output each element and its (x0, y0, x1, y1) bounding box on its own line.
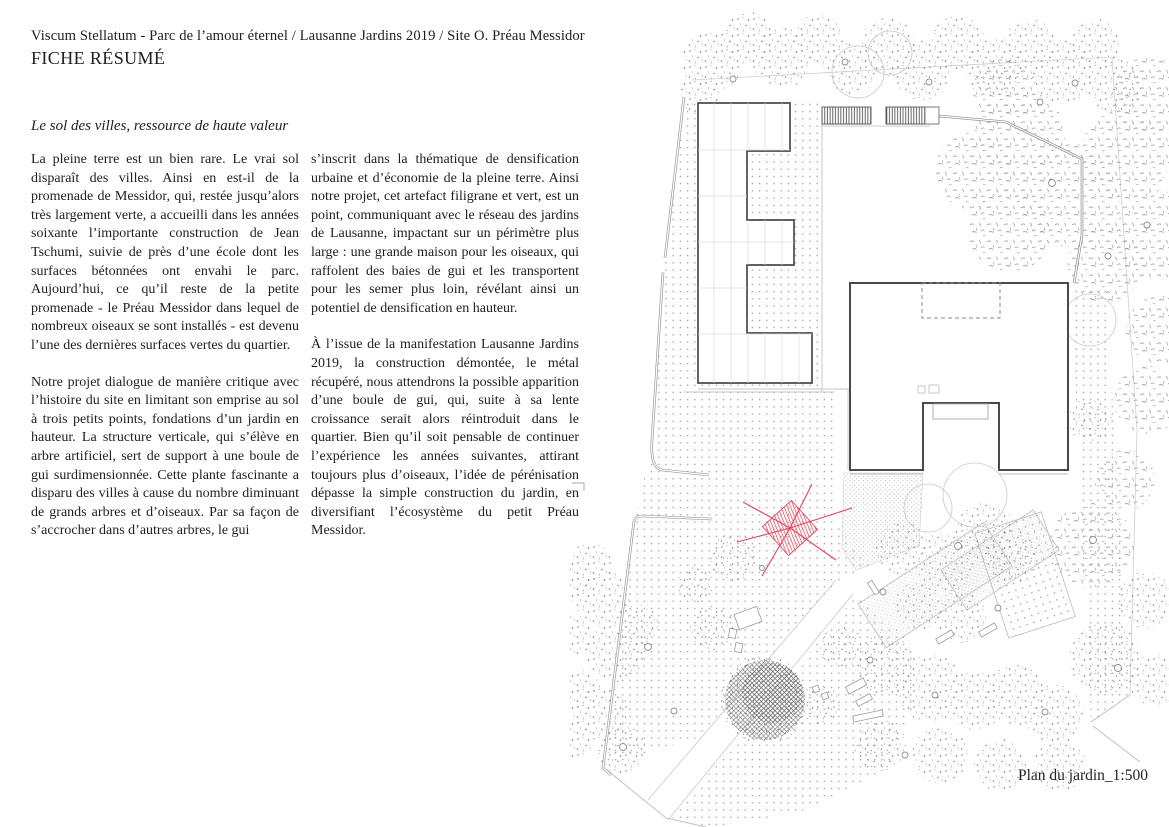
corner-mark (572, 483, 584, 491)
entrance-porch (933, 404, 988, 419)
text-column-1 (31, 151, 299, 559)
paragraph: s’inscrit dans la thématique de densification urbaine et d’économie de la pleine terre. Ainsi notre projet, cet artefact filigrane et vert, est un point, communiquant avec le réseau des jardins de Lausanne, impactant sur un périmètre plus large : une grande maison pour les oiseaux, qui raffolent des baies de gui et les transportent pour les semer plus loin, révélant ainsi un potentiel de densification en hauteur. (311, 152, 579, 316)
school-building (850, 283, 1068, 474)
paragraph: À l’issue de la manifestation Lausanne Jardins 2019, la construction démontée, le métal récupéré, nous attendrons la possible apparition d’une boule de gui, qui, suite à sa lente croissance serait alors réintroduit dans le quartier. Bien qu’il soit pensable de continuer l’expérience les années suivantes, attirant toujours plus d’oiseaux, l’idée de pérénisation dépasse la simple construction du jardin, en diversifiant l’écosystème du petit Préau Messidor. (311, 337, 579, 539)
pergola-strip (822, 107, 939, 126)
paragraph: La pleine terre est un bien rare. Le vrai sol disparaît des villes. Ainsi en est-il de la promenade de Messidor, qui, restée jusqu’alors très largement verte, a accueilli dans les années soixante l’importante construction de Jean Tschumi, suivie de près d’une école dont les surfaces bétonnées ont envahi le parc. Aujourd’hui, ce qu’il reste de la petite promenade - le Préau Messidor dans lequel de nombreux oiseaux se sont installés - est devenu l’une des dernières surfaces vertes du quartier. (31, 152, 299, 353)
paragraph: Notre projet dialogue de manière critique avec l’histoire du site en limitant son emprise au sol à trois petits points, fondations d’un jardin en hauteur. La structure verticale, qui s’élève en arbre artificiel, sert de support à une boule de gui surdimensionnée. Cette plante fascinante a disparu des villes à cause du nombre diminuant de grands arbres et d’oiseaux. Par sa façon de s’accrocher dans d’autres arbres, le gui (31, 374, 299, 539)
project-header-line: Viscum Stellatum - Parc de l’amour éternel / Lausanne Jardins 2019 / Site O. Préau Messidor (31, 28, 585, 44)
lead-subtitle: Le sol des villes, ressource de haute valeur (31, 118, 289, 134)
text-column-2 (311, 151, 579, 559)
plan-caption: Plan du jardin_1:500 (1017, 767, 1148, 784)
page-title: FICHE RÉSUMÉ (31, 48, 166, 68)
crosshatch-tree (721, 656, 809, 744)
site-plan (570, 0, 1169, 827)
site-plan-drawing (570, 0, 1169, 827)
